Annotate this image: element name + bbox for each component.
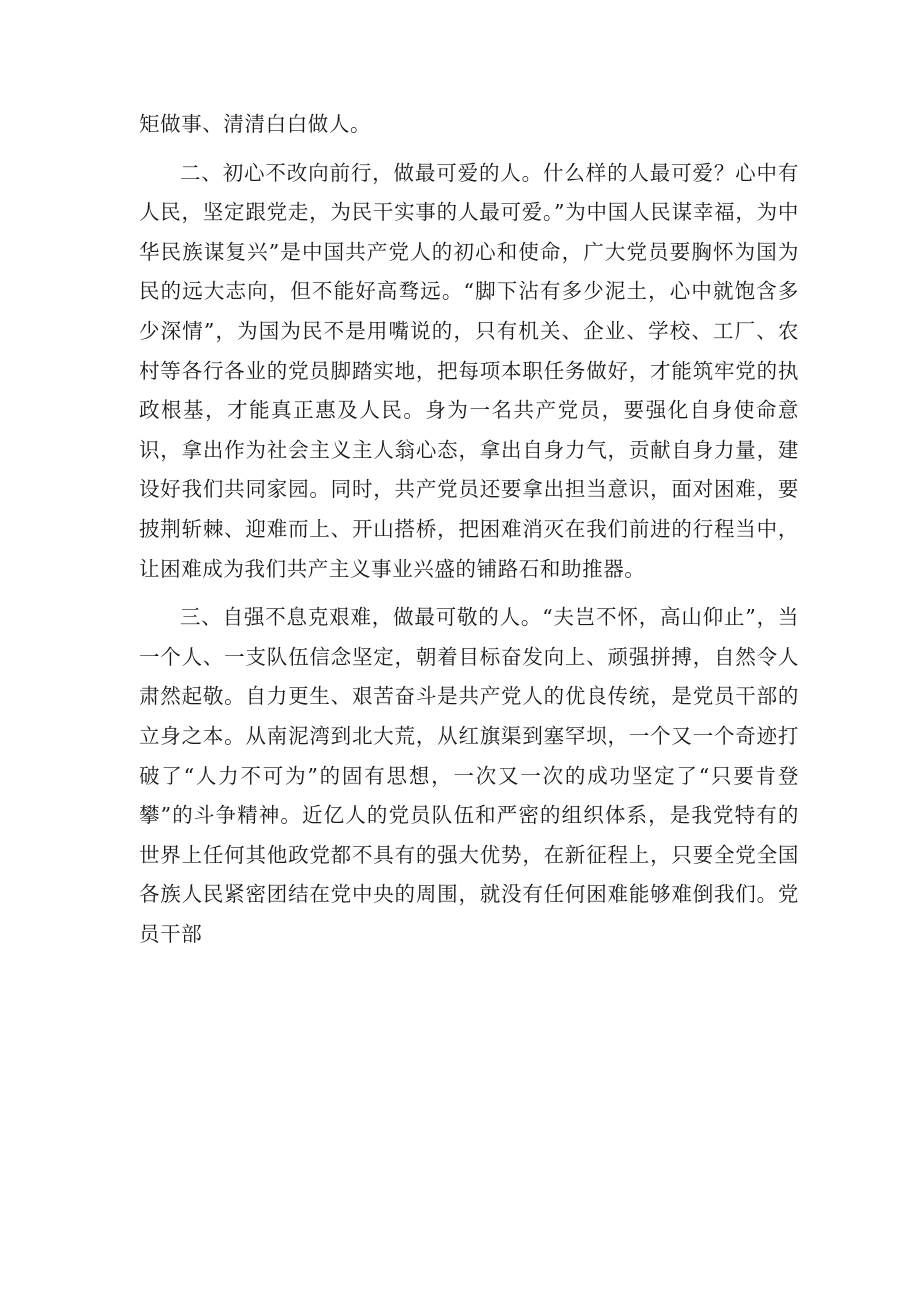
document-body <box>139 105 799 954</box>
continuation-paragraph: 矩做事、清清白白做人。 <box>139 112 372 136</box>
paragraph-section-three: 三、自强不息克艰难，做最可敬的人。“夫岂不怀，高山仰止”，当一个人、一支队伍信念坚定，朝着目标奋发向上、顽强拼搏，自然令人肃然起敬。自力更生、艰苦奋斗是共产党人的优良传统，是党员干部的立身之本。从南泥湾到北大荒，从红旗渠到塞罕坝，一个又一个奇迹打破了“人力不可为”的固有思想，一次又一次的成功坚定了“只要肯登攀”的斗争精神。近亿人的党员队伍和严密的组织体系，是我党特有的世界上任何其他政党都不具有的强大优势，在新征程上，只要全党全国各族人民紧密团结在党中央的周围，就没有任何困难能够难倒我们。党员干部 <box>139 605 799 946</box>
paragraph-section-two: 二、初心不改向前行，做最可爱的人。什么样的人最可爱？心中有人民，坚定跟党走，为民干实事的人最可爱。”为中国人民谋幸福，为中华民族谋复兴”是中国共产党人的初心和使命，广大党员要胸怀为国为民的远大志向，但不能好高骛远。“脚下沾有多少泥土，心中就饱含多少深情”，为国为民不是用嘴说的，只有机关、企业、学校、工厂、农村等各行各业的党员脚踏实地，把每项本职任务做好，才能筑牢党的执政根基，才能真正惠及人民。身为一名共产党员，要强化自身使命意识，拿出作为社会主义主人翁心态，拿出自身力气，贡献自身力量，建设好我们共同家园。同时，共产党员还要拿出担当意识，面对困难，要披荆斩棘、迎难而上、开山搭桥，把困难消灭在我们前进的行程当中，让困难成为我们共产主义事业兴盛的铺路石和助推器。 <box>139 160 799 581</box>
